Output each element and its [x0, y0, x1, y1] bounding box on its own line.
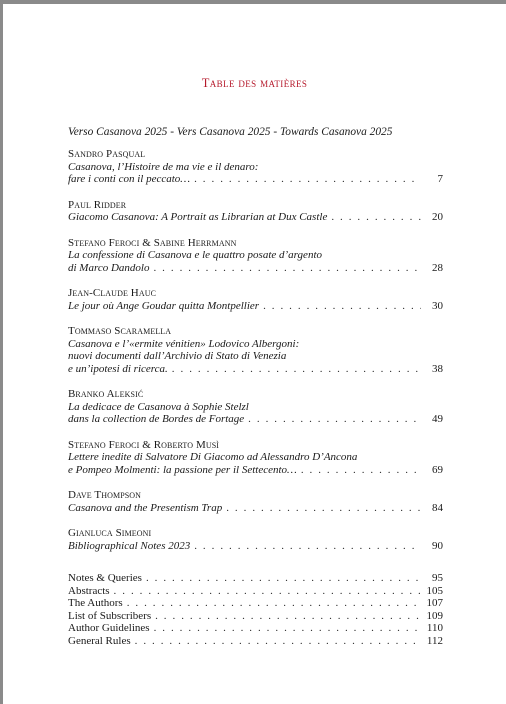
- back-matter-item[interactable]: [68, 622, 443, 635]
- document-page: [3, 4, 506, 704]
- entry-title-line: Casanova, l’Histoire de ma vie e il denaro:: [68, 160, 259, 173]
- back-matter-item[interactable]: [68, 572, 443, 585]
- entry-page-number: 30: [432, 299, 443, 312]
- back-matter-label: Author Guidelines: [68, 622, 150, 635]
- entry-title-line: fare i conti con il peccato…: [68, 173, 191, 185]
- back-matter-item[interactable]: [68, 635, 443, 648]
- leader-dots: [114, 585, 421, 598]
- series-heading: Verso Casanova 2025 - Vers Casanova 2025 - Towards Casanova 2025: [68, 126, 393, 138]
- entry-page-number: 7: [437, 173, 443, 185]
- entry-page-number: 28: [432, 261, 443, 274]
- back-matter-label: Abstracts: [68, 584, 110, 597]
- toc-entry[interactable]: [68, 388, 443, 426]
- leader-dots: [226, 502, 421, 515]
- entry-author: Branko Aleksić: [68, 388, 144, 400]
- toc-entry[interactable]: [68, 148, 443, 186]
- leader-dots: [194, 173, 421, 186]
- entry-page-number: 69: [432, 463, 443, 476]
- entry-title-line: e un’ipotesi di ricerca.: [68, 362, 168, 375]
- toc-entry[interactable]: [68, 439, 443, 477]
- entry-page-number: 90: [432, 539, 443, 552]
- leader-dots: [153, 262, 421, 275]
- entry-author: Dave Thompson: [68, 489, 142, 501]
- toc-entry[interactable]: [68, 527, 443, 552]
- leader-dots: [155, 610, 421, 623]
- entry-title-line: Le jour où Ange Goudar quitta Montpellier: [68, 299, 260, 312]
- entry-title-line: nuovi documenti dall’Archivio di Stato di Venezia: [68, 350, 287, 362]
- leader-dots: [331, 211, 421, 224]
- back-matter-page-number: 95: [432, 572, 443, 584]
- toc-entry[interactable]: [68, 287, 443, 312]
- leader-dots: [263, 300, 421, 313]
- back-matter-page-number: 107: [426, 597, 443, 610]
- back-matter-label: General Rules: [68, 634, 131, 647]
- entry-title-line: Bibliographical Notes 2023: [68, 539, 191, 552]
- back-matter-page-number: 110: [426, 622, 443, 635]
- leader-dots: [301, 464, 421, 477]
- leader-dots: [146, 572, 421, 585]
- entry-title-line: La dedicace de Casanova à Sophie Stelzl: [68, 400, 249, 413]
- entry-author: Tommaso Scaramella: [68, 325, 172, 337]
- entry-title-line: e Pompeo Molmenti: la passione per il Settecento…: [68, 463, 297, 476]
- entry-author: Sandro Pasqual: [68, 148, 146, 160]
- entry-author: Paul Ridder: [68, 198, 127, 211]
- back-matter-page-number: 109: [426, 609, 443, 622]
- entry-title-line: dans la collection de Bordes de Fortage: [68, 413, 245, 425]
- back-matter-label: Notes & Queries: [68, 572, 142, 584]
- entry-title-line: Casanova e l’«ermite vénitien» Lodovico Albergoni:: [68, 337, 300, 350]
- leader-dots: [172, 363, 421, 376]
- back-matter-label: The Authors: [68, 597, 123, 610]
- back-matter-page-number: 112: [426, 634, 443, 647]
- toc-entry[interactable]: [68, 237, 443, 275]
- toc-entries: [68, 148, 443, 648]
- back-matter-label: List of Subscribers: [68, 609, 152, 622]
- entry-author: Stefano Feroci & Sabine Herrmann: [68, 236, 237, 249]
- toc-entry[interactable]: [68, 325, 443, 375]
- entry-title-line: Casanova and the Presentism Trap: [68, 501, 223, 514]
- entry-author: Gianluca Simeoni: [68, 527, 152, 539]
- entry-author: Stefano Feroci & Roberto Musì: [68, 438, 220, 451]
- entry-page-number: 20: [432, 211, 443, 223]
- page-title: Table des matières: [201, 76, 308, 90]
- leader-dots: [154, 622, 421, 635]
- entry-page-number: 84: [432, 501, 443, 514]
- back-matter-item[interactable]: [68, 585, 443, 598]
- entry-title-line: Lettere inedite di Salvatore Di Giacomo ad Alessandro D’Ancona: [68, 451, 358, 463]
- entry-page-number: 49: [432, 413, 443, 425]
- entry-title-line: La confessione di Casanova e le quattro posate d’argento: [68, 249, 322, 261]
- toc-entry[interactable]: [68, 489, 443, 514]
- leader-dots: [135, 635, 421, 648]
- back-matter-page-number: 105: [426, 584, 443, 597]
- leader-dots: [194, 540, 421, 553]
- leader-dots: [248, 413, 421, 426]
- back-matter-list: [68, 572, 443, 648]
- toc-entry[interactable]: [68, 199, 443, 224]
- back-matter-item[interactable]: [68, 610, 443, 623]
- entry-author: Jean-Claude Hauc: [68, 287, 157, 299]
- entry-page-number: 38: [432, 362, 443, 375]
- leader-dots: [127, 597, 421, 610]
- entry-title-line: Giacomo Casanova: A Portrait as Librarian at Dux Castle: [68, 211, 328, 223]
- back-matter-item[interactable]: [68, 597, 443, 610]
- entry-title-line: di Marco Dandolo: [68, 261, 150, 274]
